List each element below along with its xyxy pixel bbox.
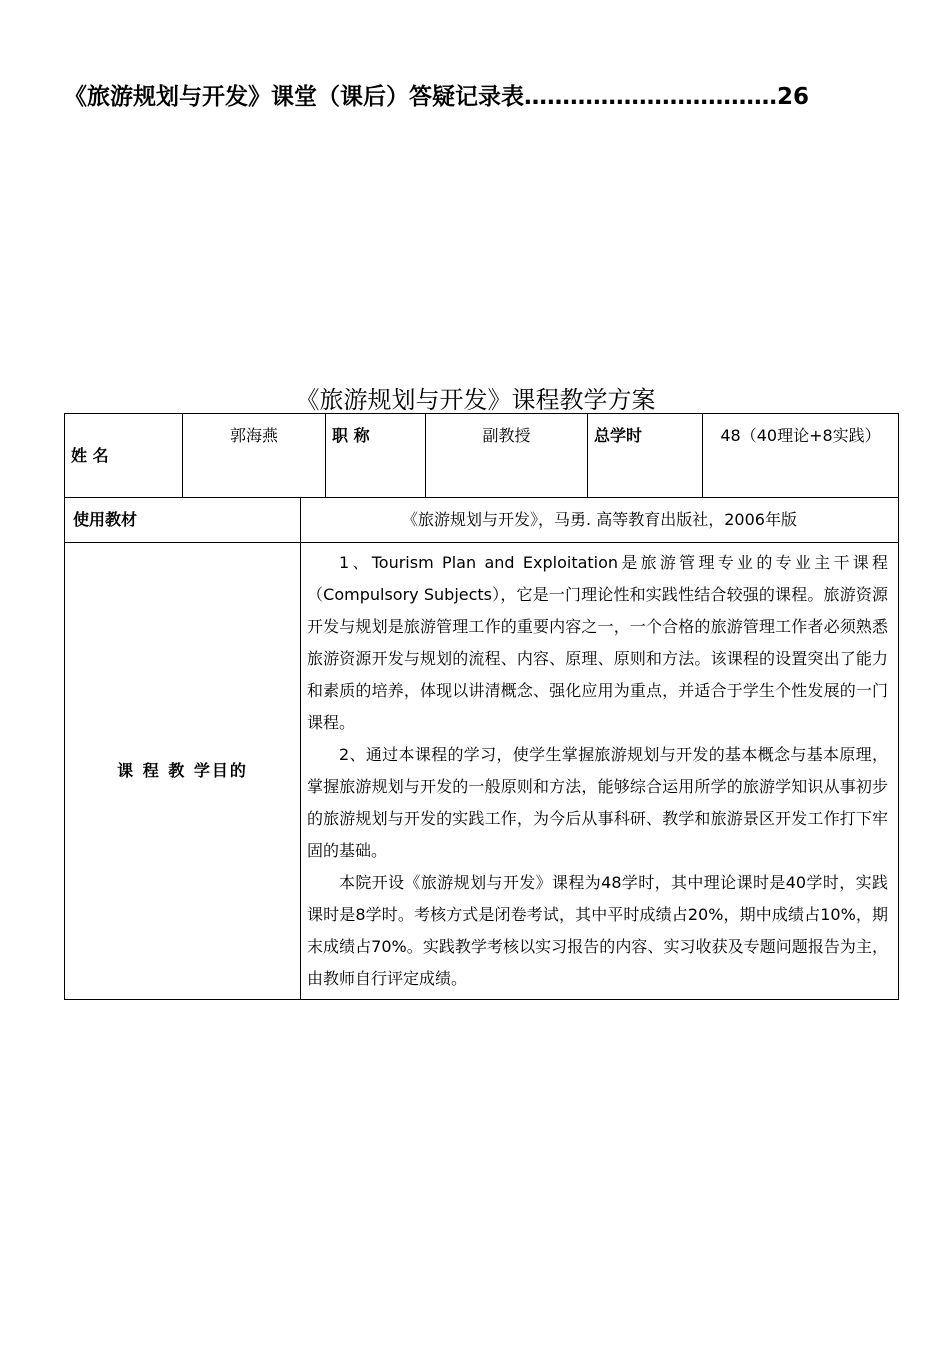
textbook-label: 使用教材 (65, 498, 301, 543)
table-row-textbook (65, 498, 899, 543)
toc-entry[interactable] (64, 78, 854, 111)
hours-label: 总学时 (588, 414, 703, 498)
purpose-body (301, 543, 899, 1000)
table-row-basic-info (65, 414, 899, 498)
purpose-paragraph-1: 1、Tourism Plan and Exploitation是旅游管理专业的专业主干课程（Compulsory Subjects），它是一门理论性和实践性结合较强的课程。旅游资源开发与规划是旅游管理工作的重要内容之一，一个合格的旅游管理工作者必须熟悉旅游资源开发与规划的流程、内容、原理、原则和方法。该课程的设置突出了能力和素质的培养，体现以讲清概念、强化应用为重点，并适合于学生个性发展的一门课程。 (307, 553, 889, 732)
name-label: 姓 名 (65, 414, 183, 498)
name-value: 郭海燕 (183, 414, 326, 498)
purpose-label: 课 程 教 学目的 (65, 543, 301, 1000)
purpose-paragraph-2: 2、通过本课程的学习，使学生掌握旅游规划与开发的基本概念与基本原理，掌握旅游规划与开发的一般原则和方法，能够综合运用所学的旅游学知识从事初步的旅游规划与开发的实践工作，为今后从事科研、教学和旅游景区开发工作打下牢固的基础。 (307, 745, 889, 860)
toc-leader: …………………………… (524, 84, 777, 110)
toc-page-number: 26 (777, 84, 810, 110)
rank-label: 职 称 (326, 414, 426, 498)
purpose-paragraph-3: 本院开设《旅游规划与开发》课程为48学时，其中理论课时是40学时，实践课时是8学时。考核方式是闭卷考试，其中平时成绩占20%，期中成绩占10%，期末成绩占70%。实践教学考核以实习报告的内容、实习收获及专题问题报告为主，由教师自行评定成绩。 (307, 873, 889, 988)
rank-value: 副教授 (426, 414, 588, 498)
hours-value: 48（40理论+8实践） (703, 414, 899, 498)
course-info-table (64, 413, 899, 1000)
document-title: 《旅游规划与开发》课程教学方案 (295, 386, 656, 414)
table-row-purpose (65, 543, 899, 1000)
toc-entry-title: 《旅游规划与开发》课堂（课后）答疑记录表 (64, 84, 524, 110)
textbook-value: 《旅游规划与开发》，马勇. 高等教育出版社，2006年版 (301, 498, 899, 543)
